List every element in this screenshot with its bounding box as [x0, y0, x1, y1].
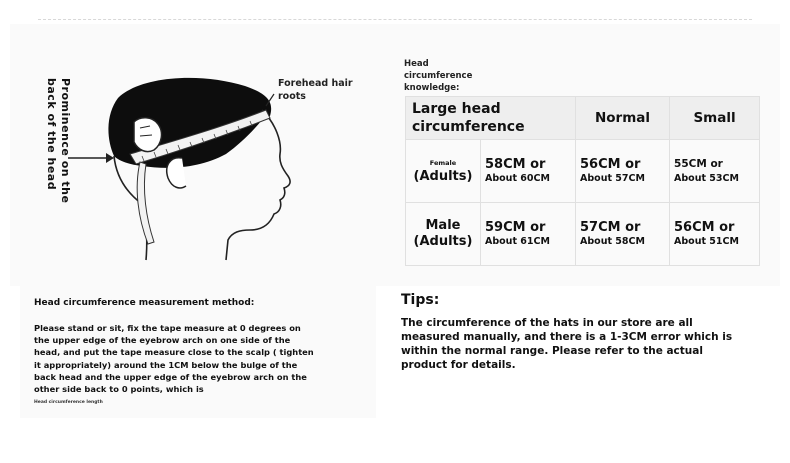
cell-main-text: 59CM or: [485, 220, 546, 235]
tips-body: The circumference of the hats in our store are all measured manually, and there is a 1-3CM error which is within the normal range. Please refer to the actual product for details.: [401, 317, 733, 371]
table-row: [406, 140, 760, 203]
cell-main-text: 55CM or: [674, 158, 723, 170]
tips-title: Tips:: [401, 292, 440, 308]
hand-shape: [134, 118, 161, 152]
back-of-head-arrow-head: [106, 153, 114, 163]
cell-male-normal: [576, 203, 670, 266]
male-label: Male: [425, 218, 461, 233]
cell-sub-text: About 58CM: [580, 236, 645, 247]
header-small: Small: [670, 97, 760, 140]
method-body: Please stand or sit, fix the tape measure at 0 degrees on the upper edge of the eyebrow arch on one side of the head, and put the tape measure close to the scalp ( tighten it appropriately) around the 1CM below the bulge of the back head and the upper edge of the eyebrow arch on the other side back to 0 points, which is: [34, 323, 314, 395]
cell-main-text: 57CM or: [580, 220, 641, 235]
cell-sub-text: About 61CM: [485, 236, 550, 247]
cell-sub-text: About 51CM: [674, 236, 739, 247]
cell-main-text: 56CM or: [580, 157, 641, 172]
head-size-table: [405, 96, 760, 266]
row-label-female: [406, 140, 481, 203]
cell-male-large: [481, 203, 576, 266]
cell-sub-text: About 53CM: [674, 173, 739, 184]
head-circumference-length-label: Head circumference length: [34, 400, 103, 405]
back-of-head-label: Prominence on the back of the head: [45, 78, 72, 204]
table-header-row: [406, 97, 760, 140]
cell-female-normal: [576, 140, 670, 203]
adults-label: (Adults): [413, 234, 473, 249]
top-divider: [38, 19, 752, 20]
knowledge-label: Head circumference knowledge:: [404, 59, 473, 93]
method-title: Head circumference measurement method:: [34, 298, 255, 308]
female-label: Female: [429, 158, 457, 167]
cell-main-text: 56CM or: [674, 220, 735, 235]
cell-female-small: [670, 140, 760, 203]
header-normal: Normal: [576, 97, 670, 140]
cell-sub-text: About 60CM: [485, 173, 550, 184]
cell-male-small: [670, 203, 760, 266]
cell-female-large: [481, 140, 576, 203]
row-label-male: [406, 203, 481, 266]
adults-label: (Adults): [413, 168, 473, 184]
hanging-tape: [137, 162, 154, 244]
forehead-hair-roots-label: Forehead hair roots: [278, 78, 353, 102]
cell-sub-text: About 57CM: [580, 173, 645, 184]
header-large: Large head circumference: [406, 97, 576, 140]
table-row: [406, 203, 760, 266]
cell-main-text: 58CM or: [485, 157, 546, 172]
